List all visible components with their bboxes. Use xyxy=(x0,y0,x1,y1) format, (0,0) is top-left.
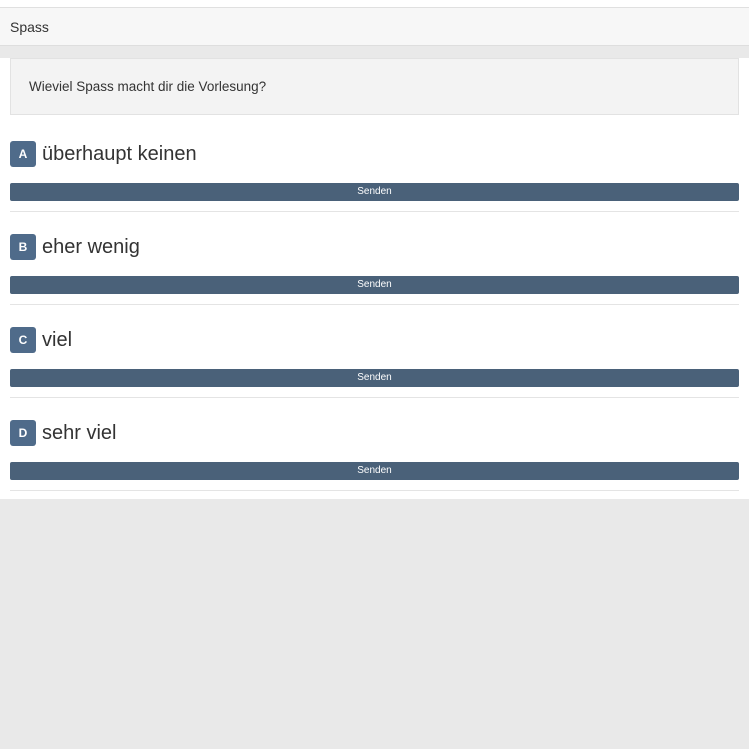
question-text: Wieviel Spass macht dir die Vorlesung? xyxy=(29,79,267,94)
content-bottom-spacer xyxy=(10,491,739,499)
option-header xyxy=(10,305,739,369)
option-label: eher wenig xyxy=(42,236,140,258)
page-title: Spass xyxy=(10,18,49,35)
option-header xyxy=(10,119,739,183)
option-key-badge: B xyxy=(10,234,36,260)
option-item xyxy=(10,119,739,212)
option-item xyxy=(10,305,739,398)
option-item xyxy=(10,398,739,491)
option-header xyxy=(10,212,739,276)
top-strip xyxy=(0,0,749,8)
option-label: sehr viel xyxy=(42,422,117,444)
send-button[interactable]: Senden xyxy=(10,369,739,387)
main-content xyxy=(0,58,749,499)
send-button[interactable]: Senden xyxy=(10,462,739,480)
option-key-badge: D xyxy=(10,420,36,446)
header-bar xyxy=(0,8,749,46)
send-button[interactable]: Senden xyxy=(10,276,739,294)
option-item xyxy=(10,212,739,305)
option-label: viel xyxy=(42,329,73,351)
send-button[interactable]: Senden xyxy=(10,183,739,201)
question-box xyxy=(10,58,739,115)
options-list xyxy=(10,115,739,491)
option-key-badge: A xyxy=(10,141,36,167)
option-key-badge: C xyxy=(10,327,36,353)
option-header xyxy=(10,398,739,462)
option-label: überhaupt keinen xyxy=(42,143,197,165)
